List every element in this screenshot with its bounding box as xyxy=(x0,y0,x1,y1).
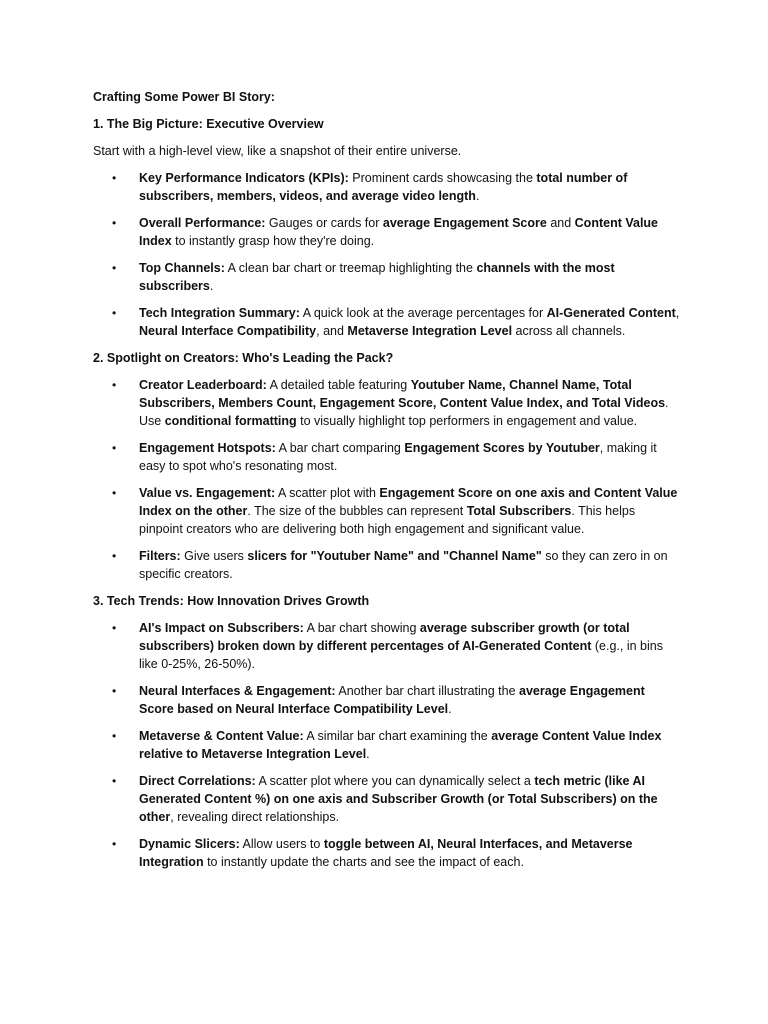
bold-text: Value vs. Engagement: xyxy=(139,486,276,500)
bold-text: Metaverse Integration Level xyxy=(347,324,513,338)
bold-text: average Engagement Score xyxy=(382,216,547,230)
bullet-list xyxy=(93,376,680,583)
text: A bar chart showing xyxy=(303,621,420,635)
bullet-icon: • xyxy=(112,837,117,851)
bold-text: AI-Generated Content xyxy=(546,306,676,320)
bold-text: Content Value Index xyxy=(139,216,658,248)
bold-text: total number of subscribers, members, videos, and average video length xyxy=(139,171,628,203)
bullet-icon: • xyxy=(112,684,117,698)
bullet-icon: • xyxy=(112,486,117,500)
bold-text: Engagement Hotspots: xyxy=(139,441,276,455)
text: and xyxy=(546,216,575,230)
bold-text: Filters: xyxy=(139,549,181,563)
text: A bar chart comparing xyxy=(275,441,405,455)
text: . xyxy=(209,279,214,293)
list-item xyxy=(112,214,680,250)
list-item xyxy=(112,619,680,673)
list-item xyxy=(112,259,680,295)
text: A quick look at the average percentages for xyxy=(299,306,547,320)
bullet-icon: • xyxy=(112,216,117,230)
text: , revealing direct relationships. xyxy=(170,810,340,824)
bold-text: average Content Value Index relative to Metaverse Integration Level xyxy=(139,729,662,761)
bold-text: Tech Integration Summary: xyxy=(139,306,300,320)
list-item xyxy=(112,682,680,718)
text: . xyxy=(448,702,452,716)
bullet-list xyxy=(93,619,680,871)
bold-text: Neural Interface Compatibility xyxy=(139,324,317,338)
bold-text: Creator Leaderboard: xyxy=(139,378,267,392)
text: so they can zero in on specific creators. xyxy=(139,549,668,581)
bullet-icon: • xyxy=(112,729,117,743)
bold-text: Metaverse & Content Value: xyxy=(139,729,304,743)
bold-text: AI's Impact on Subscribers: xyxy=(139,621,304,635)
bullet-icon: • xyxy=(112,378,117,392)
text: A similar bar chart examining the xyxy=(303,729,492,743)
bold-text: tech metric (like AI Generated Content %) on one axis and Subscriber Growth (or Total Subscribers) on the other xyxy=(139,774,658,824)
text: to instantly grasp how they're doing. xyxy=(171,234,375,248)
bold-text: toggle between AI, Neural Interfaces, and Metaverse Integration xyxy=(139,837,633,869)
bold-text: channels with the most subscribers xyxy=(139,261,615,293)
bold-text: average subscriber growth (or total subscribers) broken down by different percentages of AI-Generated Content xyxy=(139,621,630,653)
list-item xyxy=(112,727,680,763)
list-item xyxy=(112,484,680,538)
text: , xyxy=(675,306,680,320)
text: to visually highlight top performers in engagement and value. xyxy=(296,414,638,428)
text: . The size of the bubbles can represent xyxy=(247,504,467,518)
text: to instantly update the charts and see the impact of each. xyxy=(203,855,524,869)
list-item xyxy=(112,439,680,475)
bold-text: Dynamic Slicers: xyxy=(139,837,240,851)
bullet-icon: • xyxy=(112,441,117,455)
text: A scatter plot with xyxy=(275,486,380,500)
text: Gauges or cards for xyxy=(265,216,383,230)
document-body xyxy=(93,115,680,871)
bold-text: slicers for "Youtuber Name" and "Channel Name" xyxy=(247,549,542,563)
bullet-icon: • xyxy=(112,261,117,275)
text: Another bar chart illustrating the xyxy=(335,684,520,698)
list-item xyxy=(112,169,680,205)
section-heading: 1. The Big Picture: Executive Overview xyxy=(93,117,324,131)
bold-text: Overall Performance: xyxy=(139,216,266,230)
text: . This helps pinpoint creators who are delivering both high engagement and significant value. xyxy=(139,504,636,536)
list-item xyxy=(112,304,680,340)
bullet-icon: • xyxy=(112,171,117,185)
bullet-list xyxy=(93,169,680,340)
text: . xyxy=(475,189,480,203)
bold-text: conditional formatting xyxy=(164,414,297,428)
bullet-icon: • xyxy=(112,621,117,635)
bold-text: Engagement Scores by Youtuber xyxy=(404,441,600,455)
bullet-icon: • xyxy=(112,549,117,563)
text: , and xyxy=(316,324,348,338)
bold-text: Total Subscribers xyxy=(466,504,572,518)
text: across all channels. xyxy=(512,324,626,338)
text: Give users xyxy=(180,549,248,563)
list-item xyxy=(112,835,680,871)
list-item xyxy=(112,772,680,826)
bold-text: Neural Interfaces & Engagement: xyxy=(139,684,336,698)
text: (e.g., in bins like 0-25%, 26-50%). xyxy=(139,639,663,671)
section-heading: 3. Tech Trends: How Innovation Drives Growth xyxy=(93,594,370,608)
text: Allow users to xyxy=(239,837,324,851)
bold-text: Youtuber Name, Channel Name, Total Subscribers, Members Count, Engagement Score, Content Value Index, and Total Videos xyxy=(139,378,666,410)
list-item xyxy=(112,376,680,430)
document-title: Crafting Some Power BI Story: xyxy=(93,90,275,104)
bullet-icon: • xyxy=(112,306,117,320)
section-intro: Start with a high-level view, like a snapshot of their entire universe. xyxy=(93,144,462,158)
bold-text: Key Performance Indicators (KPIs): xyxy=(139,171,349,185)
text: . xyxy=(366,747,370,761)
text: . Use xyxy=(139,396,669,428)
bold-text: average Engagement Score based on Neural Interface Compatibility Level xyxy=(139,684,645,716)
text: Prominent cards showcasing the xyxy=(348,171,537,185)
bold-text: Engagement Score on one axis and Content Value Index on the other xyxy=(139,486,678,518)
section-heading: 2. Spotlight on Creators: Who's Leading the Pack? xyxy=(93,351,394,365)
text: , making it easy to spot who's resonating most. xyxy=(139,441,657,473)
text: A scatter plot where you can dynamically select a xyxy=(255,774,535,788)
list-item xyxy=(112,547,680,583)
text: A clean bar chart or treemap highlighting the xyxy=(224,261,477,275)
bullet-icon: • xyxy=(112,774,117,788)
bold-text: Direct Correlations: xyxy=(139,774,256,788)
text: A detailed table featuring xyxy=(266,378,411,392)
bold-text: Top Channels: xyxy=(139,261,225,275)
